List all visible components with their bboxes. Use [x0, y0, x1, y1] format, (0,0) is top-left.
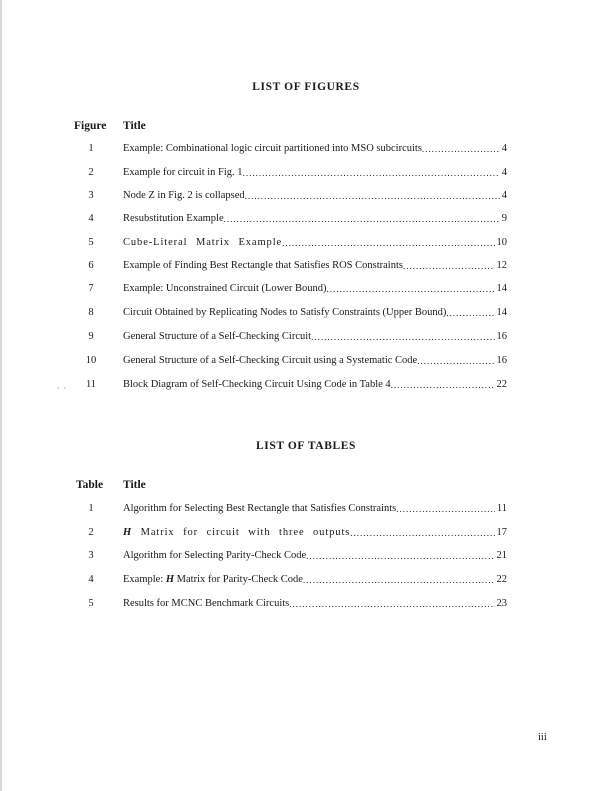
- figure-entry-7[interactable]: [60, 282, 507, 296]
- table-entry-5[interactable]: [60, 597, 507, 611]
- entry-title-prefix: Example:: [123, 574, 166, 585]
- dot-leader: [306, 549, 494, 563]
- entry-title: Algorithm for Selecting Parity-Check Code: [123, 550, 307, 561]
- entry-title-text: Matrix for Parity-Check Code: [176, 574, 303, 585]
- entry-page: 17: [496, 527, 507, 538]
- entry-number: 1: [88, 503, 94, 514]
- entry-page: 4: [501, 190, 507, 201]
- figure-entry-8[interactable]: [60, 306, 507, 320]
- figure-entry-11[interactable]: [60, 378, 507, 392]
- tables-column-number-header: Table: [76, 479, 104, 491]
- dot-leader: [446, 306, 494, 320]
- entry-number: 6: [88, 260, 94, 271]
- entry-page: 21: [496, 550, 507, 561]
- table-entry-2[interactable]: [60, 526, 507, 540]
- entry-number: 11: [85, 379, 97, 390]
- dot-leader: [403, 259, 495, 273]
- entry-page: 22: [496, 379, 507, 390]
- dot-leader: [422, 142, 500, 156]
- figures-column-number-header: Figure: [74, 120, 107, 132]
- entry-title-emphasis: H: [123, 527, 133, 538]
- entry-title: [123, 526, 350, 540]
- entry-title: Cube-Literal Matrix Example: [123, 237, 283, 248]
- entry-page: 16: [496, 355, 507, 366]
- entry-number: 1: [88, 143, 94, 154]
- entry-page: 11: [496, 503, 507, 514]
- dot-leader: [396, 502, 495, 516]
- entry-page: 10: [496, 237, 507, 248]
- entry-title: Example: Combinational logic circuit partitioned into MSO subcircuits: [123, 143, 422, 154]
- dot-leader: [245, 189, 500, 203]
- figures-column-title-header: Title: [123, 120, 146, 132]
- entry-number: 9: [88, 331, 94, 342]
- entry-page: 22: [496, 574, 507, 585]
- table-entry-3[interactable]: [60, 549, 507, 563]
- entry-number: 4: [88, 213, 94, 224]
- entry-title: Resubstitution Example: [123, 213, 224, 224]
- entry-number: 7: [88, 283, 94, 294]
- entry-page: 23: [496, 598, 507, 609]
- entry-number: 4: [88, 574, 94, 585]
- figure-entry-4[interactable]: [60, 212, 507, 226]
- dot-leader: [289, 597, 494, 611]
- entry-number: 2: [88, 167, 94, 178]
- entry-page: 12: [496, 260, 507, 271]
- entry-number: 2: [88, 527, 94, 538]
- entry-page: 4: [501, 143, 507, 154]
- scan-specks: · ·: [57, 384, 67, 393]
- entry-title: Example for circuit in Fig. 1: [123, 167, 243, 178]
- entry-title: Example: Unconstrained Circuit (Lower Bound): [123, 283, 327, 294]
- entry-title: Node Z in Fig. 2 is collapsed: [123, 190, 245, 201]
- entry-number: 3: [88, 550, 94, 561]
- entry-number: 5: [88, 598, 94, 609]
- tables-heading: LIST OF TABLES: [255, 440, 357, 452]
- entry-title-emphasis: H: [165, 574, 175, 585]
- entry-title: Example of Finding Best Rectangle that Satisfies ROS Constraints: [123, 260, 403, 271]
- scan-edge: [0, 0, 2, 791]
- dot-leader: [311, 330, 494, 344]
- figure-entry-9[interactable]: [60, 330, 507, 344]
- entry-title-text: Matrix for circuit with three outputs: [140, 527, 351, 538]
- table-entry-4[interactable]: [60, 573, 507, 587]
- entry-page: 14: [496, 283, 507, 294]
- figure-entry-1[interactable]: [60, 142, 507, 156]
- entry-number: 5: [88, 237, 94, 248]
- entry-page: 16: [496, 331, 507, 342]
- dot-leader: [350, 526, 494, 540]
- dot-leader: [224, 212, 500, 226]
- dot-leader: [391, 378, 495, 392]
- entry-page: 4: [501, 167, 507, 178]
- entry-number: 3: [88, 190, 94, 201]
- figure-entry-6[interactable]: [60, 259, 507, 273]
- figures-heading: LIST OF FIGURES: [252, 81, 360, 93]
- dot-leader: [417, 354, 494, 368]
- dot-leader: [303, 573, 495, 587]
- entry-title: Circuit Obtained by Replicating Nodes to Satisfy Constraints (Upper Bound): [123, 307, 447, 318]
- entry-number: 10: [85, 355, 97, 366]
- page-number: iii: [538, 732, 547, 743]
- entry-number: 8: [88, 307, 94, 318]
- entry-page: 14: [496, 307, 507, 318]
- entry-title: Algorithm for Selecting Best Rectangle that Satisfies Constraints: [123, 503, 397, 514]
- dot-leader: [327, 282, 495, 296]
- figure-entry-2[interactable]: [60, 166, 507, 180]
- entry-title: General Structure of a Self-Checking Circuit using a Systematic Code: [123, 355, 418, 366]
- dot-leader: [282, 236, 494, 250]
- entry-title: [123, 573, 303, 587]
- figure-entry-10[interactable]: [60, 354, 507, 368]
- figure-entry-5[interactable]: [60, 236, 507, 250]
- dot-leader: [243, 166, 500, 180]
- entry-title: Results for MCNC Benchmark Circuits: [123, 598, 290, 609]
- figure-entry-3[interactable]: [60, 189, 507, 203]
- table-entry-1[interactable]: [60, 502, 507, 516]
- entry-title: General Structure of a Self-Checking Circuit: [123, 331, 312, 342]
- entry-page: 9: [501, 213, 507, 224]
- entry-title: Block Diagram of Self-Checking Circuit Using Code in Table 4: [123, 379, 391, 390]
- tables-column-title-header: Title: [123, 479, 146, 491]
